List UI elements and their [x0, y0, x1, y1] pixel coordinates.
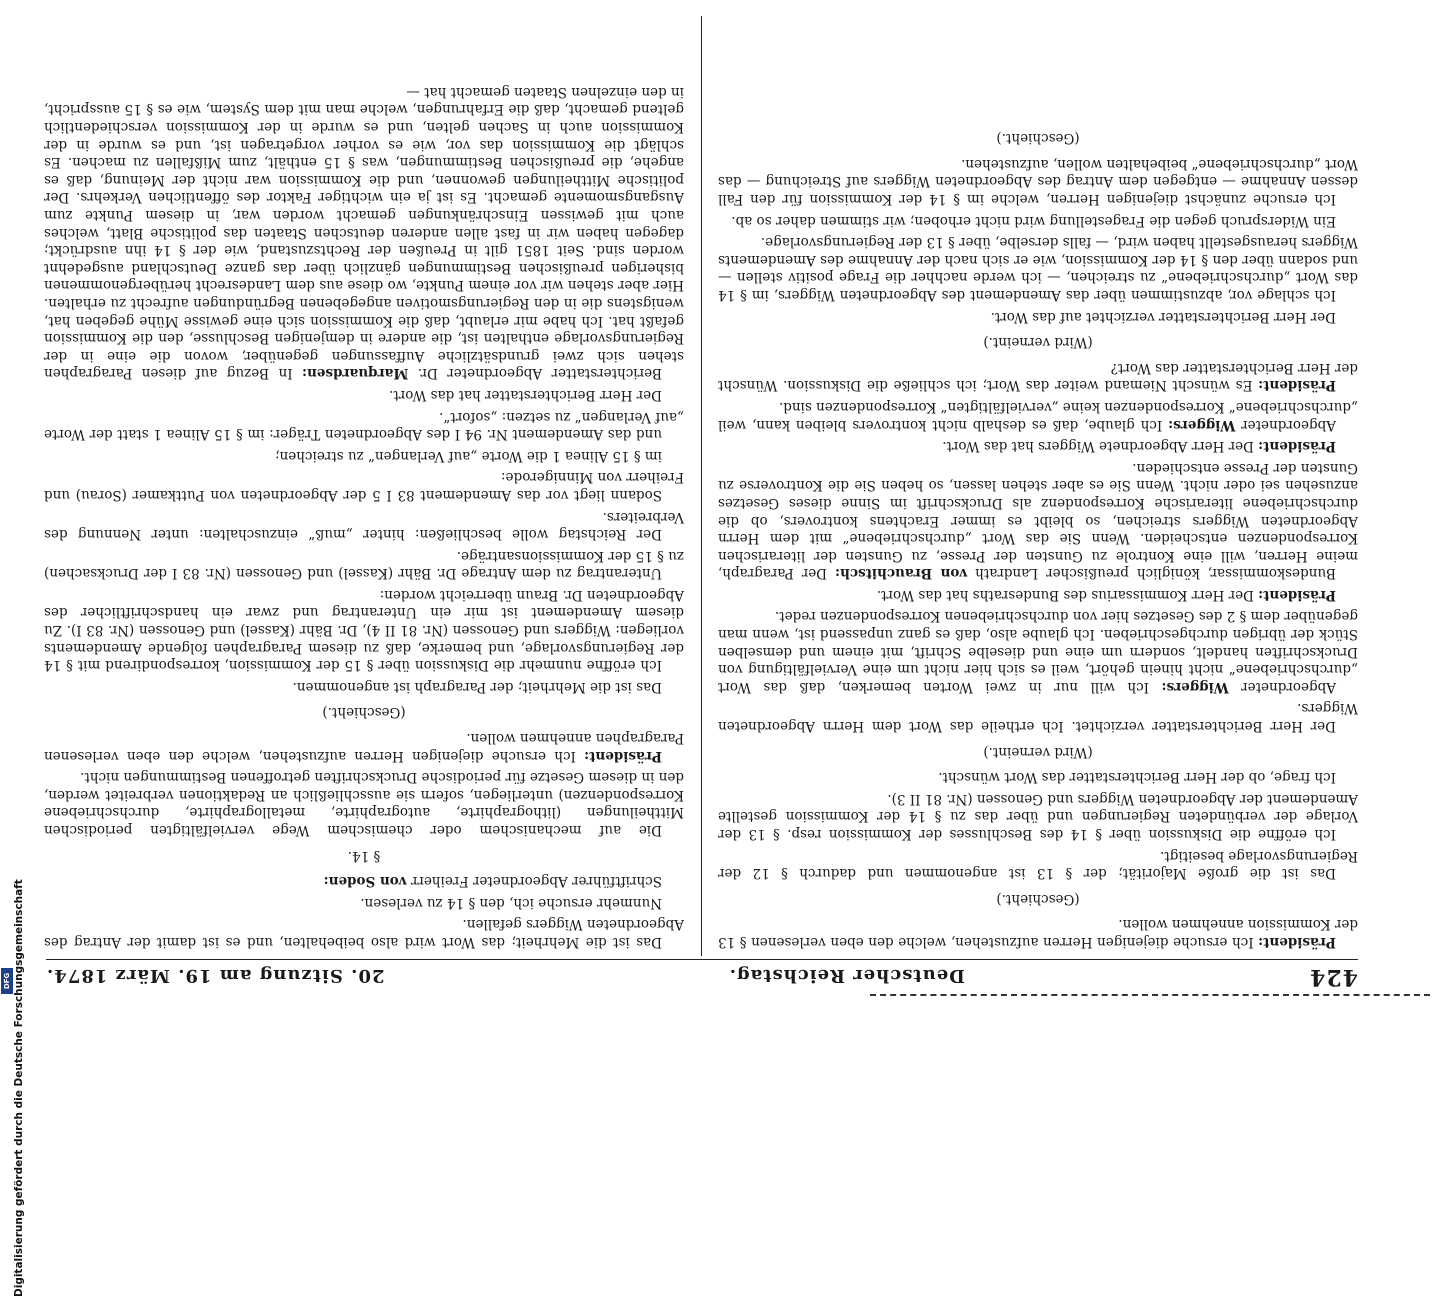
paragraph: Präsident: Es wünscht Niemand weiter das Wort; ich schließe die Diskussion. Wünscht der Herr Berichterstatter das Wort? — [718, 359, 1358, 394]
paragraph: Schriftführer Abgeordneter Freiherr von Soden: — [323, 873, 662, 890]
paragraph: Berichterstatter Abgeordneter Dr. Marquardsen: In Bezug auf diesen Paragraphen stehen sich zwei grundsätzliche Auffassungen gegenüber, wovon die eine in der Regierungsvorlage enthalten ist, die andere in demjenigen Beschlusse, den die Kommission gefaßt hat. Ich habe mir erlaubt, daß die Kommission sich eine gewisse Mühe gegeben hat, wenigstens die in den Regierungsmotiven angegebenen Begründungen aufrecht zu erhalten. Hier aber stehen wir vor einem Punkte, wo diese aus dem Landesrecht herübergenommenen bisherigen preußischen Bestimmungen gänzlich über das ganze Deutschland ausgedehnt worden sind. Seit 1851 gilt in Preußen der Rechtszustand, wie der § 14 ihn ausdrückt; dagegen haben wir in fast allen anderen deutschen Staaten das politische Blatt, welches auch mit gewissen Einschränkungen gemacht worden war, in diesem Punkte zum Ausgangsmomente gemacht. Es ist ja ein wichtiger Faktor des öffentlichen Verkehrs. Der politische Mittheilungen gewonnen, und die Kommission war nicht der Meinung, daß es angehe, die preußischen Bestimmungen, was § 15 enthält, zum Mißfallen zu machen. Es schlägt die Kommission das vor, wie es vorher vorgetragen ist, und es wurde in der Kommission auch in Sachen gelten, und es wurde in der Kommission verschiedentlich geltend gemacht, daß die Erfahrungen, welche man mit dem System, wie es § 15 ausspricht, in den einzelnen Staaten gemacht hat — — [44, 83, 684, 382]
paragraph: Der Herr Berichterstatter verzichtet auf das Wort. — [990, 308, 1336, 325]
page-number: 424 — [1309, 964, 1358, 990]
paragraph: Ich frage, ob der Herr Berichterstatter das Wort wünscht. — [938, 769, 1336, 786]
paragraph: Das ist die Mehrheit; das Wort wird also beibehalten, und es ist damit der Antrag des Abgeordneten Wiggers gefallen. — [44, 916, 684, 950]
paragraph: Bundeskommissar, königlich preußischer Landrath von Brauchitsch: Der Paragraph, meine Herren, will eine Kontrole zu Gunsten der Presse, zu Gunsten der literarischen Korrespondenzen entscheiden. Wenn Sie das Wort „durchschriebene“ mit dem Herrn Abgeordneten Wiggers streichen, so bleibt es immer Erachtens kontrovers, ob die durchschriebene literarische Korrespondenz als Druckschrift im Sinne dieses Gesetzes anzusehen sei oder nicht. Wenn Sie es aber stehen lassen, so heben Sie die Kontroverse zu Gunsten der Presse entschieden. — [718, 459, 1358, 582]
paragraph: Unterantrag zu dem Antrage Dr. Bähr (Kassel) und Genossen (Nr. 83 I der Drucksachen) zu § 15 der Kommissionsanträge. — [44, 547, 684, 582]
paragraph: Abgeordneter Wiggers: Ich glaube, daß es deshalb nicht kontrovers bleiben kann, weil „durchschriebene“ Korrespondenzen keine „vervielfältigten“ Korrespondenzen sind. — [718, 398, 1358, 433]
paragraph: Der Herr Berichterstatter hat das Wort. — [389, 386, 662, 403]
paragraph: Präsident: Ich ersuche diejenigen Herren aufzustehen, welche den eben verlesenen § 13 der Kommission annehmen wollen. — [718, 916, 1358, 950]
paragraph: Ich schlage vor, abzustimmen über das Amendement des Abgeordneten Wiggers, im § 14 das Wort „durchschriebene“ zu streichen, — ich werde nachher die Frage positiv stellen — und sodann über den § 14 der Kommission, wie er sich nach der Annahme des Amendements Wiggers herausgestellt haben wird, — falls derselbe, über § 13 der Regierungsvorlage. — [718, 234, 1358, 303]
centered-note: (Geschieht.) — [996, 130, 1080, 147]
centered-note: (Geschieht.) — [996, 890, 1080, 907]
paragraph: Ich ersuche zunächst diejenigen Herren, welche im § 14 der Kommission für den Fall dessen Annahme — entgegen dem Antrag des Abgeordneten Wiggers auf Streichung — das Wort „durchschriebene“ beibehalten wollen, aufzustehen. — [718, 155, 1358, 208]
column-divider — [701, 16, 702, 956]
paragraph: Die auf mechanischem oder chemischem Wege vervielfältigten periodischen Mittheilungen (lithographirte, autographirte, metallographirte, durchschriebene Korrespondenzen) unterliegen, sofern sie ausschließlich an Redaktionen verbreitet werden, den in diesem Gesetze für periodische Druckschriften getroffenen Bestimmungen nicht. — [44, 769, 684, 839]
publication-title: Deutscher Reichstag. — [728, 965, 965, 986]
paragraph: Das ist die Mehrheit; der Paragraph ist angenommen. — [292, 678, 662, 695]
centered-note: (Geschieht.) — [322, 704, 406, 721]
paragraph: Das ist die große Majorität; der § 13 ist angenommen und dadurch § 12 der Regierungsvorlage beseitigt. — [718, 847, 1358, 882]
paragraph: Ich eröffne nunmehr die Diskussion über § 15 der Kommission, korrespondirend mit § 14 der Regierungsvorlage, und bemerke, daß zu diesem Paragraphen folgende Amendements vorliegen: Wiggers und Genossen (Nr. 81 II 4), Dr. Bähr (Kassel) und Genossen (Nr. 83 I). Zu diesem Amendement ist mir ein Unterantrag und zwar ein handschriftlicher des Abgeordneten Dr. Braun überreicht worden: — [44, 586, 684, 674]
bottom-edge-rule — [870, 994, 1430, 996]
digitization-credit: Digitalisierung gefördert durch die Deutsche Forschungsgemeinschaft — [13, 879, 25, 1297]
paragraph: Abgeordneter Wiggers: Ich will nur in zwei Worten bemerken, daß das Wort „durchschriebene“ nicht hinein gehört, weil es sich hier nicht um eine Vervielfältigung von Druckschriften handelt, sondern um eine und dieselbe Schrift, mit einem und demselben Stück der übrigen durchgeschrieben. Ich glaube also, daß es ganz unpassend ist, wenn man gegenüber dem § 2 des Gesetzes hier von durchschriebenen Korrespondenzen redet. — [718, 608, 1358, 695]
digitization-footer — [0, 0, 25, 1297]
paragraph: Präsident: Der Herr Abgeordnete Wiggers hat das Wort. — [942, 438, 1336, 455]
paragraph: Der Herr Berichterstatter verzichtet. Ich ertheile das Wort dem Herrn Abgeordneten Wiggers. — [718, 700, 1358, 735]
paragraph: im § 15 Alinea 1 die Worte „auf Verlangen“ zu streichen; — [275, 447, 662, 464]
paragraph: Präsident: Ich ersuche diejenigen Herren aufzustehen, welche den eben verlesenen Paragraphen annehmen wollen. — [44, 730, 684, 764]
centered-note: § 14. — [347, 847, 381, 864]
page-header — [46, 964, 1358, 990]
left-column — [718, 10, 1358, 950]
paragraph: Nunmehr ersuche ich, den § 14 zu verlesen. — [360, 894, 662, 911]
right-column — [44, 10, 684, 950]
paragraph: Sodann liegt vor das Amendement 83 I 5 der Abgeordneten von Puttkamer (Sorau) und Freiherr von Minnigerode: — [44, 469, 684, 503]
paragraph: Ein Widerspruch gegen die Fragestellung wird nicht erhoben; wir stimmen daher so ab. — [731, 212, 1336, 229]
paragraph: Der Reichstag wolle beschließen: hinter „muß“ einzuschalten: unter Nennung des Verbreiters. — [44, 508, 684, 543]
paragraph: Präsident: Der Herr Kommissarius des Bundesraths hat das Wort. — [876, 586, 1336, 603]
paragraph: und das Amendement Nr. 94 I des Abgeordneten Träger: im § 15 Alinea 1 statt der Worte „auf Verlangen“ zu setzen: „sofort“. — [44, 408, 684, 443]
dfg-logo: DFG — [1, 968, 13, 994]
centered-note: (Wird verneint.) — [983, 334, 1093, 351]
centered-note: (Wird verneint.) — [983, 743, 1093, 760]
paragraph: Ich eröffne die Diskussion über § 14 des Beschlusses der Kommission resp. § 13 der Vorlage der verbündeten Regierungen und über das zu § 14 der Kommission gestellte Amendement der Abgeordneten Wiggers und Genossen (Nr. 81 II 3). — [718, 790, 1358, 843]
session-date: 20. Sitzung am 19. März 1874. — [46, 965, 385, 986]
header-rule — [46, 959, 1358, 960]
